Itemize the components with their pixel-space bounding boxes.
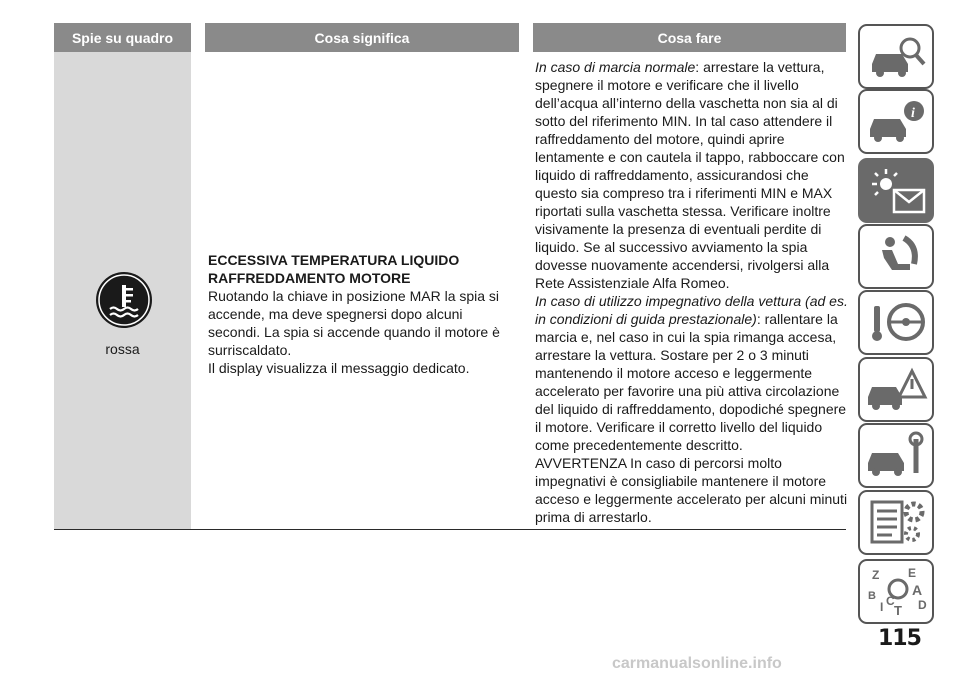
tab-technical-data[interactable] (858, 490, 934, 555)
airbag-seat-icon (864, 230, 928, 284)
lamp-color-label: rossa (105, 341, 140, 357)
alphabetical-index-icon (864, 565, 928, 619)
table-header (54, 23, 846, 52)
action-normal (535, 58, 850, 292)
tab-car-search[interactable] (858, 24, 934, 89)
header-significa: Cosa significa (205, 23, 519, 52)
tab-warning-lights[interactable] (858, 158, 934, 223)
header-spie: Spie su quadro (54, 23, 191, 52)
car-wrench-icon (864, 429, 928, 483)
action-heavy-label: In caso di utilizzo impegnativo della vettura (ad es. in condizioni di guida prestazionale) (535, 293, 848, 327)
meaning-text: Ruotando la chiave in posizione MAR la spia si accende, ma deve spegnersi dopo alcuni secondi. La spia si accende quando il motore è surriscaldato. (208, 288, 500, 358)
svg-text:Z: Z (872, 568, 880, 582)
svg-text:B: B (868, 590, 876, 602)
meaning-title: ECCESSIVA TEMPERATURA LIQUIDO RAFFREDDAMENTO MOTORE (208, 252, 460, 286)
meaning-display-text: Il display visualizza il messaggio dedicato. (208, 360, 470, 376)
car-warning-triangle-icon (864, 363, 928, 417)
warning-light-envelope-icon (864, 164, 928, 218)
header-fare: Cosa fare (533, 23, 846, 52)
car-info-icon (864, 95, 928, 149)
svg-text:D: D (918, 598, 927, 612)
meaning-cell (208, 251, 508, 377)
tab-safety[interactable] (858, 224, 934, 289)
car-search-icon (864, 30, 928, 84)
svg-text:E: E (908, 566, 917, 580)
action-warning: AVVERTENZA In caso di percorsi molto impegnativi è consigliabile mantenere il motore acceso e leggermente accelerato per alcuni minuti prima di arrestarlo. (535, 455, 848, 525)
tab-emergency[interactable] (858, 357, 934, 422)
tab-starting-driving[interactable] (858, 290, 934, 355)
action-normal-text: : arrestare la vettura, spegnere il motore e verificare che il livello dell’acqua all’interno della vaschetta non sia al di sotto del riferimento MIN. In tal caso attendere il raffreddamento del motore, quindi aprire lentamente e con cautela il tappo, rabboccare con liquido di raffreddamento, assicurandosi che questo sia compreso tra i riferimenti MIN e MAX riportati sulla vaschetta stessa. Verificare inoltre visivamente la presenza di eventuali perdite di liquido. Se al successivo avviamento la spia dovesse nuovamente accendersi, rivolgersi alla Rete Assistenziale Alfa Romeo. (535, 59, 845, 291)
action-cell (535, 58, 850, 526)
document-gear-icon (864, 496, 928, 550)
key-steering-wheel-icon (864, 296, 928, 350)
svg-text:A: A (912, 582, 923, 598)
table-row (54, 52, 846, 530)
tab-maintenance[interactable] (858, 423, 934, 488)
coolant-temperature-icon (96, 272, 152, 328)
action-normal-label: In caso di marcia normale (535, 59, 696, 75)
tab-car-info[interactable] (858, 89, 934, 154)
watermark-text: carmanualsonline.info (612, 655, 782, 672)
svg-text:I: I (880, 600, 884, 614)
action-heavy-text: : rallentare la marcia e, nel caso in cui la spia rimanga accesa, arrestare la vettura. Sostare per 2 o 3 minuti mantenendo il motore acceso e leggermente accelerato per favorire una più attiva circolazione del liquido di raffreddamento, dopodiché spegnere il motore. Verificare il corretto livello del liquido come precedentemente descritto. (535, 311, 847, 453)
lamp-cell (54, 52, 191, 529)
page-number: 115 (878, 626, 921, 651)
svg-text:T: T (894, 603, 902, 618)
action-heavy (535, 292, 850, 454)
tab-index[interactable] (858, 559, 934, 624)
svg-text:C: C (886, 594, 895, 608)
svg-text:i: i (911, 106, 915, 121)
